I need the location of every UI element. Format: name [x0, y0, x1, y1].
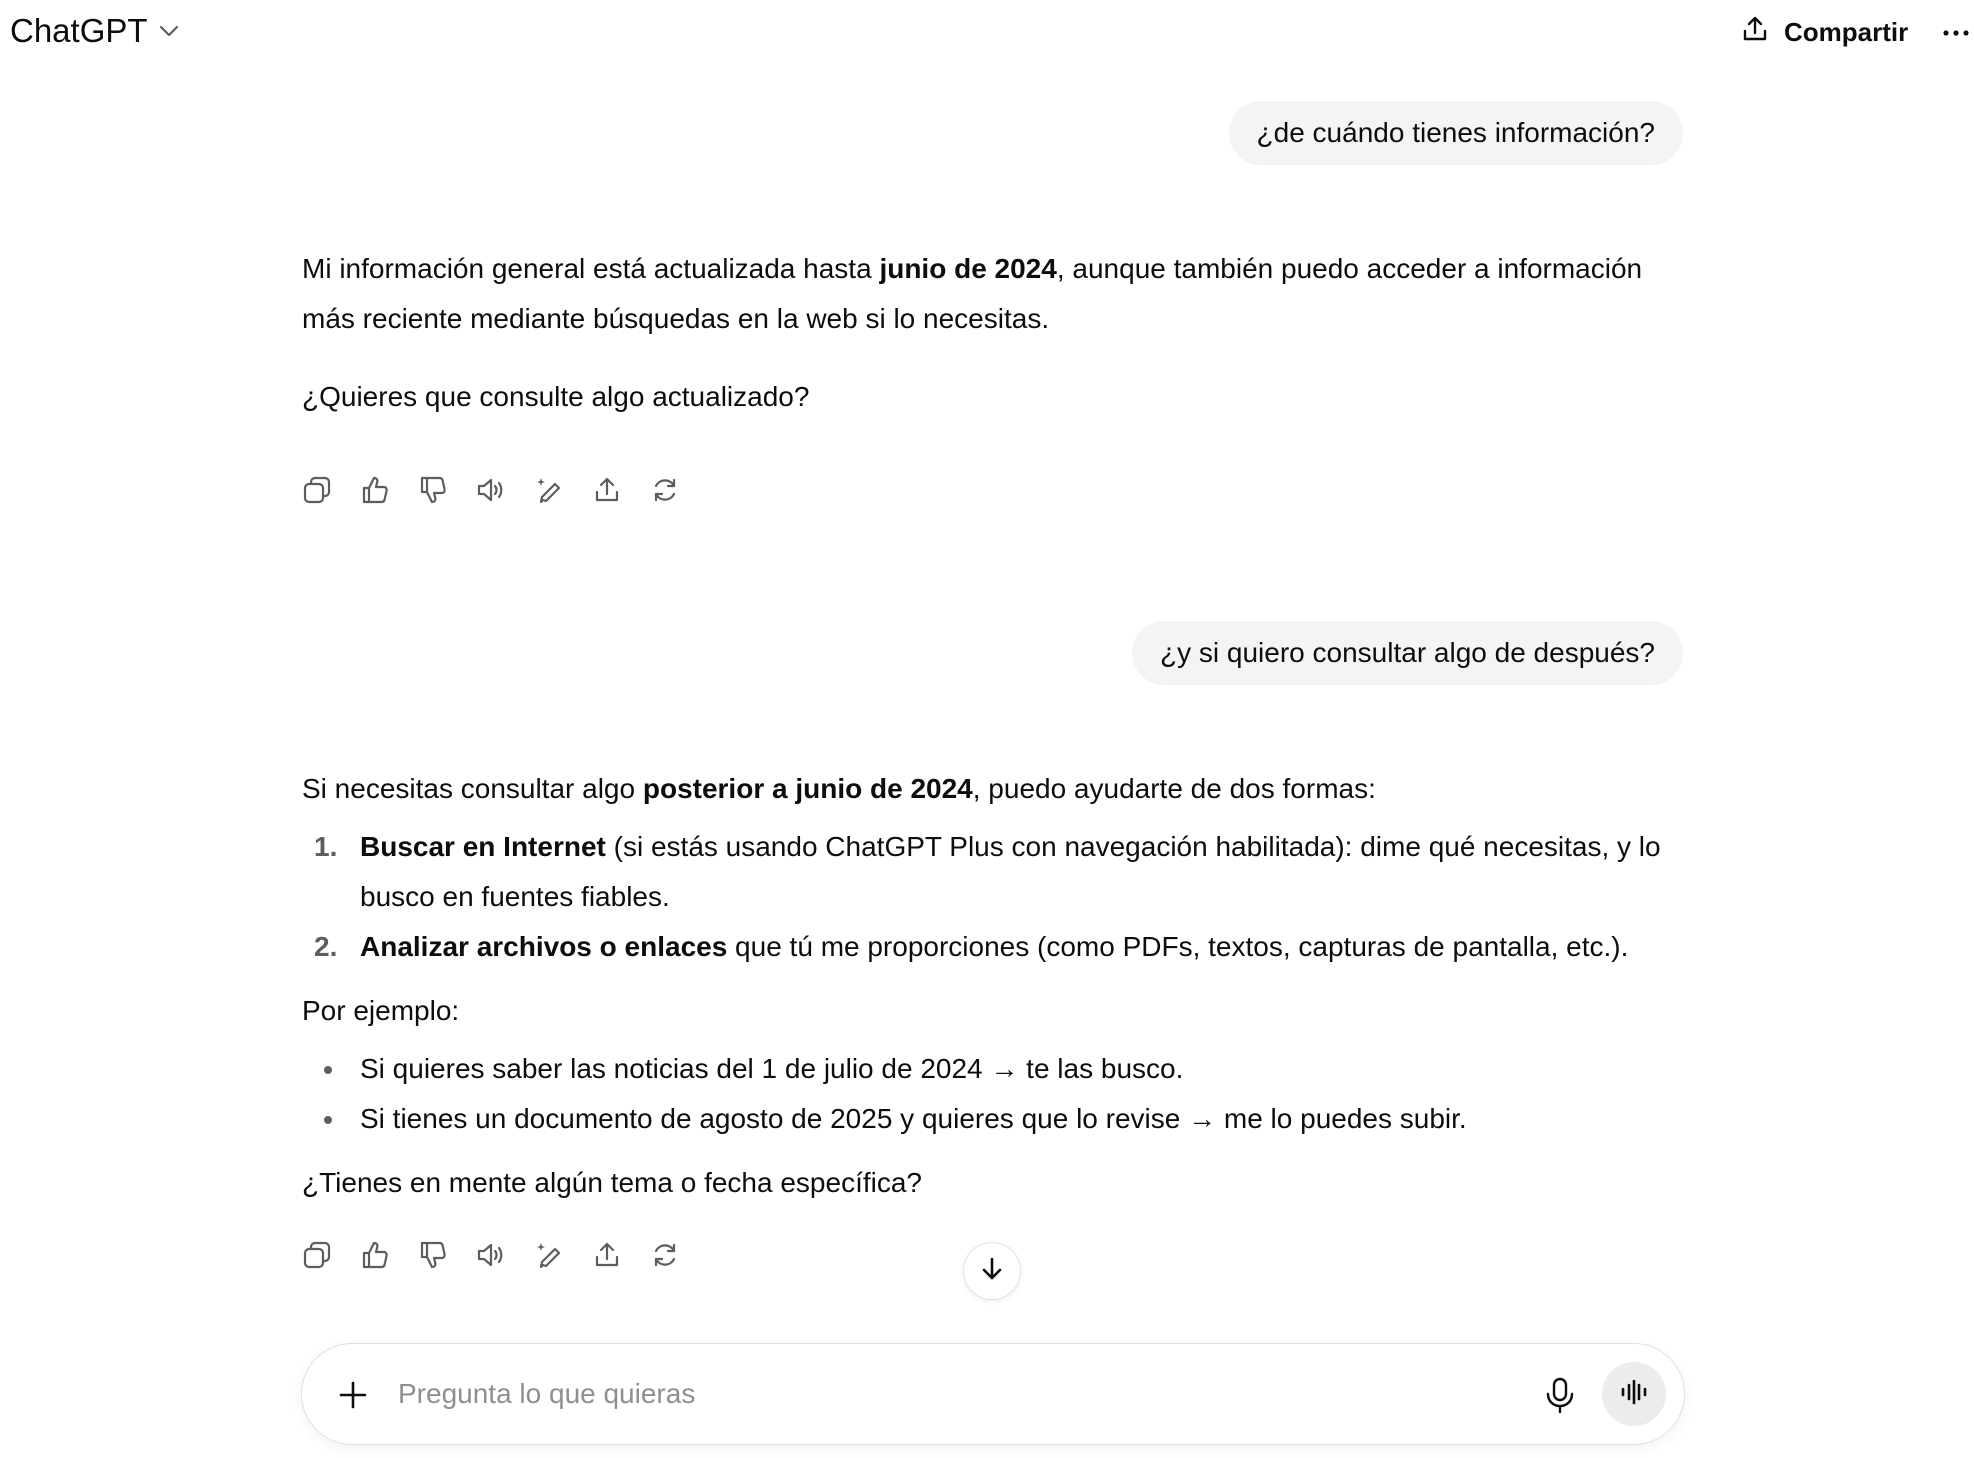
list-number: 2. — [314, 931, 338, 962]
microphone-icon[interactable] — [1542, 1376, 1578, 1414]
text-run: , puedo ayudarte de dos formas: — [972, 773, 1376, 804]
copy-icon[interactable] — [300, 473, 334, 507]
bold-text: Analizar archivos o enlaces — [360, 931, 728, 962]
text-run: Mi información general está actualizada hasta — [302, 253, 880, 284]
message-actions — [300, 1238, 682, 1272]
share-label: Compartir — [1784, 17, 1909, 47]
regenerate-icon[interactable] — [648, 473, 682, 507]
model-name: ChatGPT — [10, 12, 148, 49]
text-run: , aunque también puedo acceder a información más reciente mediante búsquedas en la web si lo necesitas. — [302, 253, 1643, 334]
bold-text: junio de 2024 — [879, 253, 1057, 284]
share-icon — [1740, 14, 1770, 51]
assistant-message — [302, 764, 1682, 1208]
arrow-down-icon — [978, 1255, 1006, 1288]
list-number: 1. — [314, 831, 338, 862]
assistant-paragraph: Por ejemplo: — [302, 995, 460, 1026]
audio-waveform-icon — [1619, 1379, 1649, 1410]
model-switcher[interactable] — [10, 12, 180, 50]
thumbs-up-icon[interactable] — [358, 1238, 392, 1272]
text-run: (si estás usando ChatGPT Plus con navegación habilitada): dime qué necesitas, y lo busco en fuentes fiables. — [360, 831, 1661, 912]
list-item: Si tienes un documento de agosto de 2025 y quieres que lo revise → me lo puedes subir. — [302, 1094, 1682, 1144]
list-item — [302, 822, 1682, 922]
list-item — [302, 922, 1682, 972]
prompt-input[interactable] — [396, 1364, 1396, 1424]
bold-text: posterior a junio de 2024 — [642, 773, 973, 804]
plus-icon[interactable] — [336, 1378, 370, 1412]
copy-icon[interactable] — [300, 1238, 334, 1272]
thumbs-down-icon[interactable] — [416, 1238, 450, 1272]
regenerate-icon[interactable] — [648, 1238, 682, 1272]
thumbs-down-icon[interactable] — [416, 473, 450, 507]
ordered-list — [302, 822, 1682, 972]
user-message: ¿de cuándo tienes información? — [1229, 101, 1683, 165]
list-item: Si quieres saber las noticias del 1 de julio de 2024 → te las busco. — [302, 1044, 1682, 1094]
message-actions — [300, 473, 682, 507]
read-aloud-icon[interactable] — [474, 1238, 508, 1272]
assistant-paragraph: ¿Quieres que consulte algo actualizado? — [302, 381, 810, 412]
assistant-paragraph: ¿Tienes en mente algún tema o fecha específica? — [302, 1167, 922, 1198]
composer — [301, 1343, 1685, 1445]
share-icon[interactable] — [590, 473, 624, 507]
voice-mode-button[interactable] — [1602, 1362, 1666, 1426]
edit-sparkle-icon[interactable] — [532, 1238, 566, 1272]
text-run: que tú me proporciones (como PDFs, textos, capturas de pantalla, etc.). — [727, 931, 1629, 962]
assistant-message — [302, 244, 1682, 422]
text-run: Si necesitas consultar algo — [302, 773, 643, 804]
chevron-down-icon — [158, 24, 180, 38]
bold-text: Buscar en Internet — [360, 831, 606, 862]
share-icon[interactable] — [590, 1238, 624, 1272]
edit-sparkle-icon[interactable] — [532, 473, 566, 507]
share-button[interactable] — [1740, 14, 1908, 51]
thumbs-up-icon[interactable] — [358, 473, 392, 507]
more-options-icon[interactable] — [1942, 20, 1974, 46]
top-bar — [0, 0, 1974, 66]
user-message: ¿y si quiero consultar algo de después? — [1132, 621, 1683, 685]
bullet-list — [302, 1044, 1682, 1144]
assistant-paragraph — [302, 244, 1682, 344]
scroll-to-bottom-button[interactable] — [963, 1242, 1021, 1300]
read-aloud-icon[interactable] — [474, 473, 508, 507]
assistant-paragraph — [302, 764, 1682, 814]
